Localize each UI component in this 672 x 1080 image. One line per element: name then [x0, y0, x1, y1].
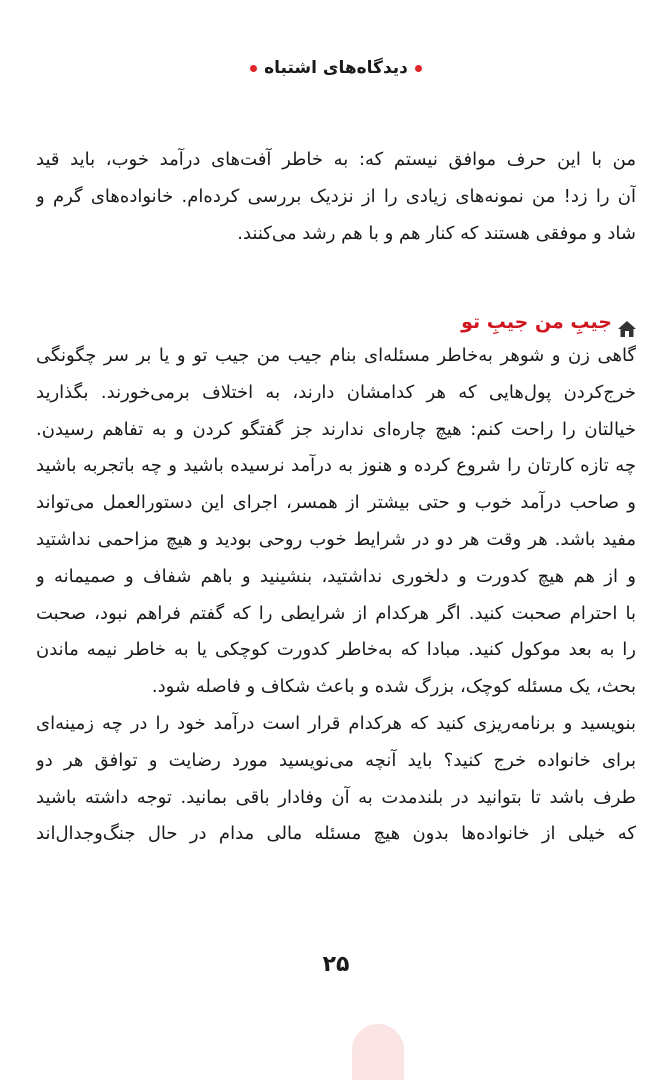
section-heading-text: جیبِ من جیبِ تو: [461, 311, 612, 333]
text-line: گاهی زن و شوهر به‌خاطر مسئله‌ای بنام جیب من جیب تو و یا بر سر چگونگی: [36, 345, 636, 366]
home-icon: [618, 315, 636, 331]
text-line: چه تازه کارتان را شروع کرده و هنوز به درآمد نرسیده باشید و چه باتجربه باشید: [36, 455, 636, 477]
page-number: ۲۵: [322, 952, 350, 977]
section-pocket: [36, 306, 636, 853]
text-line: بحث، یک مسئله کوچک، بزرگ شده و باعث شکاف و فاصله شود.: [151, 676, 636, 698]
section-heading: [36, 306, 636, 338]
text-line: مفید باشد. هر وقت هر دو در شرایط خوب روحی بودید و هیچ مزاحمی نداشتید: [36, 528, 636, 550]
text-line: شاد و موفقی هستند که کنار هم و با هم رشد می‌کنند.: [237, 222, 636, 244]
text-line: طرف باشد تا بتوانید در بلندمدت به آن وفادار باقی بمانید. توجه داشته باشید: [36, 786, 636, 808]
text-line: با احترام صحبت کنید. اگر هرکدام از شرایطی را که گفتم فراهم نبود، صحبت: [36, 602, 636, 624]
text-line: برای خانواده خرج کنید؟ باید آنچه می‌نویسید مورد رضایت و توافق هر دو: [36, 749, 636, 771]
text-line: را به بعد موکول کنید. مبادا که به‌خاطر کدورت کوچکی یا به خاطر نیمه ماندن: [36, 639, 636, 661]
header-dot-left: [250, 65, 257, 72]
text-line: خرج‌کردن پول‌هایی که هر کدامشان دارند، به اختلاف برمی‌خورند. بگذارید: [36, 381, 636, 403]
section-body: [36, 338, 636, 853]
text-line: و صاحب درآمد خوب و حتی بیشتر از همسر، اجرای این دستورالعمل می‌تواند: [36, 492, 636, 514]
text-line: بنویسید و برنامه‌ریزی کنید که هرکدام قرار است درآمد خود را در چه زمینه‌ای: [36, 712, 636, 734]
page-edge-mark: [352, 1024, 404, 1080]
header-title: دیدگاه‌های اشتباه: [264, 58, 408, 78]
text-line: که خیلی از خانواده‌ها بدون هیچ مسئله مالی مدام در حال جنگ‌وجدال‌اند: [36, 823, 636, 845]
text-line: خیالتان را راحت کنم: هیچ چاره‌ای ندارند جز گفتگو کردن و به تفاهم رسیدن.: [36, 418, 636, 440]
header-dot-right: [415, 65, 422, 72]
text-line: و از هم هیچ کدورت و دلخوری نداشتید، بنشینید و باهم شفاف و صمیمانه و: [36, 565, 636, 587]
text-line: آن را زد! من نمونه‌های زیادی را از نزدیک بررسی کرده‌ام. خانواده‌های گرم و: [36, 185, 636, 207]
text-line: من با این حرف موافق نیستم که: به خاطر آفت‌های درآمد خوب، باید قید: [36, 149, 636, 170]
running-header: [0, 58, 672, 78]
intro-paragraph: [36, 142, 636, 252]
